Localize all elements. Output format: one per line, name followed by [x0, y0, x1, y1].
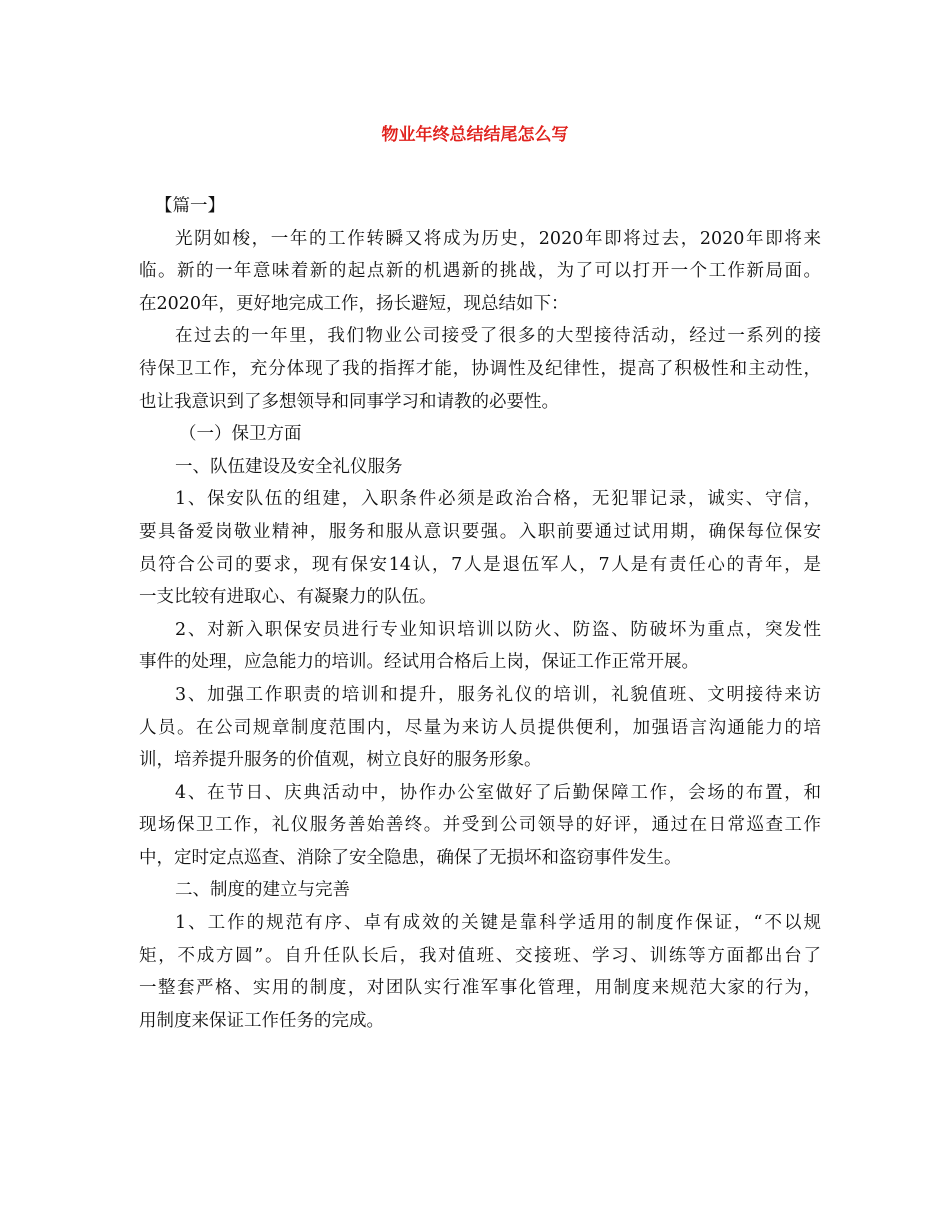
paragraph-line: 光阴如梭，一年的工作转瞬又将成为历史，2020年即将过去，2020年即将来 [175, 228, 821, 249]
section-heading: 【篇一】 [155, 196, 225, 216]
subsection-heading: 二、制度的建立与完善 [175, 880, 350, 901]
paragraph-line: 中，定时定点巡查、消除了安全隐患，确保了无损坏和盗窃事件发生。 [139, 847, 682, 868]
paragraph-line: 在过去的一年里，我们物业公司接受了很多的大型接待活动，经过一系列的接 [175, 326, 821, 347]
paragraph-line: 临。新的一年意味着新的起点新的机遇新的挑战，为了可以打开一个工作新局面。 [139, 261, 821, 282]
paragraph-line: 4、在节日、庆典活动中，协作办公室做好了后勤保障工作，会场的布置，和 [175, 782, 821, 803]
paragraph-line: 训，培养提升服务的价值观，树立良好的服务形象。 [139, 750, 542, 771]
paragraph-line: 3、加强工作职责的培训和提升，服务礼仪的培训，礼貌值班、文明接待来访 [175, 684, 821, 705]
paragraph-line: 待保卫工作，充分体现了我的指挥才能，协调性及纪律性，提高了积极性和主动性， [139, 358, 821, 379]
paragraph-line: 在2020年，更好地完成工作，扬长避短，现总结如下： [139, 293, 569, 314]
paragraph-line: 也让我意识到了多想领导和同事学习和请教的必要性。 [139, 391, 559, 412]
paragraph-line: 现场保卫工作，礼仪服务善始善终。并受到公司领导的好评，通过在日常巡查工作 [139, 815, 821, 836]
paragraph-line: 事件的处理，应急能力的培训。经试用合格后上岗，保证工作正常开展。 [139, 652, 699, 673]
paragraph-line: 一整套严格、实用的制度，对团队实行准军事化管理，用制度来规范大家的行为， [139, 978, 821, 999]
paragraph-line: 用制度来保证工作任务的完成。 [139, 1010, 384, 1031]
paragraph-line: 一支比较有进取心、有凝聚力的队伍。 [139, 587, 437, 608]
document-body [139, 190, 821, 1037]
document-title: 物业年终总结结尾怎么写 [381, 125, 569, 145]
paragraph-line: 人员。在公司规章制度范围内，尽量为来访人员提供便利，加强语言沟通能力的培 [139, 717, 821, 738]
paragraph-line: 矩，不成方圆”。自升任队长后，我对值班、交接班、学习、训练等方面都出台了 [139, 945, 821, 966]
paragraph-line: 1、保安队伍的组建，入职条件必须是政治合格，无犯罪记录，诚实、守信， [175, 489, 821, 510]
subsection-heading: 一、队伍建设及安全礼仪服务 [175, 456, 403, 477]
paragraph-line: 1、工作的规范有序、卓有成效的关键是靠科学适用的制度作保证，“不以规 [175, 913, 821, 934]
paragraph-line: 要具备爱岗敬业精神，服务和服从意识要强。入职前要通过试用期，确保每位保安 [139, 521, 821, 542]
paragraph-line: 2、对新入职保安员进行专业知识培训以防火、防盗、防破坏为重点，突发性 [175, 619, 821, 640]
subsection-heading: （一）保卫方面 [179, 424, 302, 445]
paragraph-line: 员符合公司的要求，现有保安14认，7人是退伍军人，7人是有责任心的青年，是 [139, 554, 821, 575]
